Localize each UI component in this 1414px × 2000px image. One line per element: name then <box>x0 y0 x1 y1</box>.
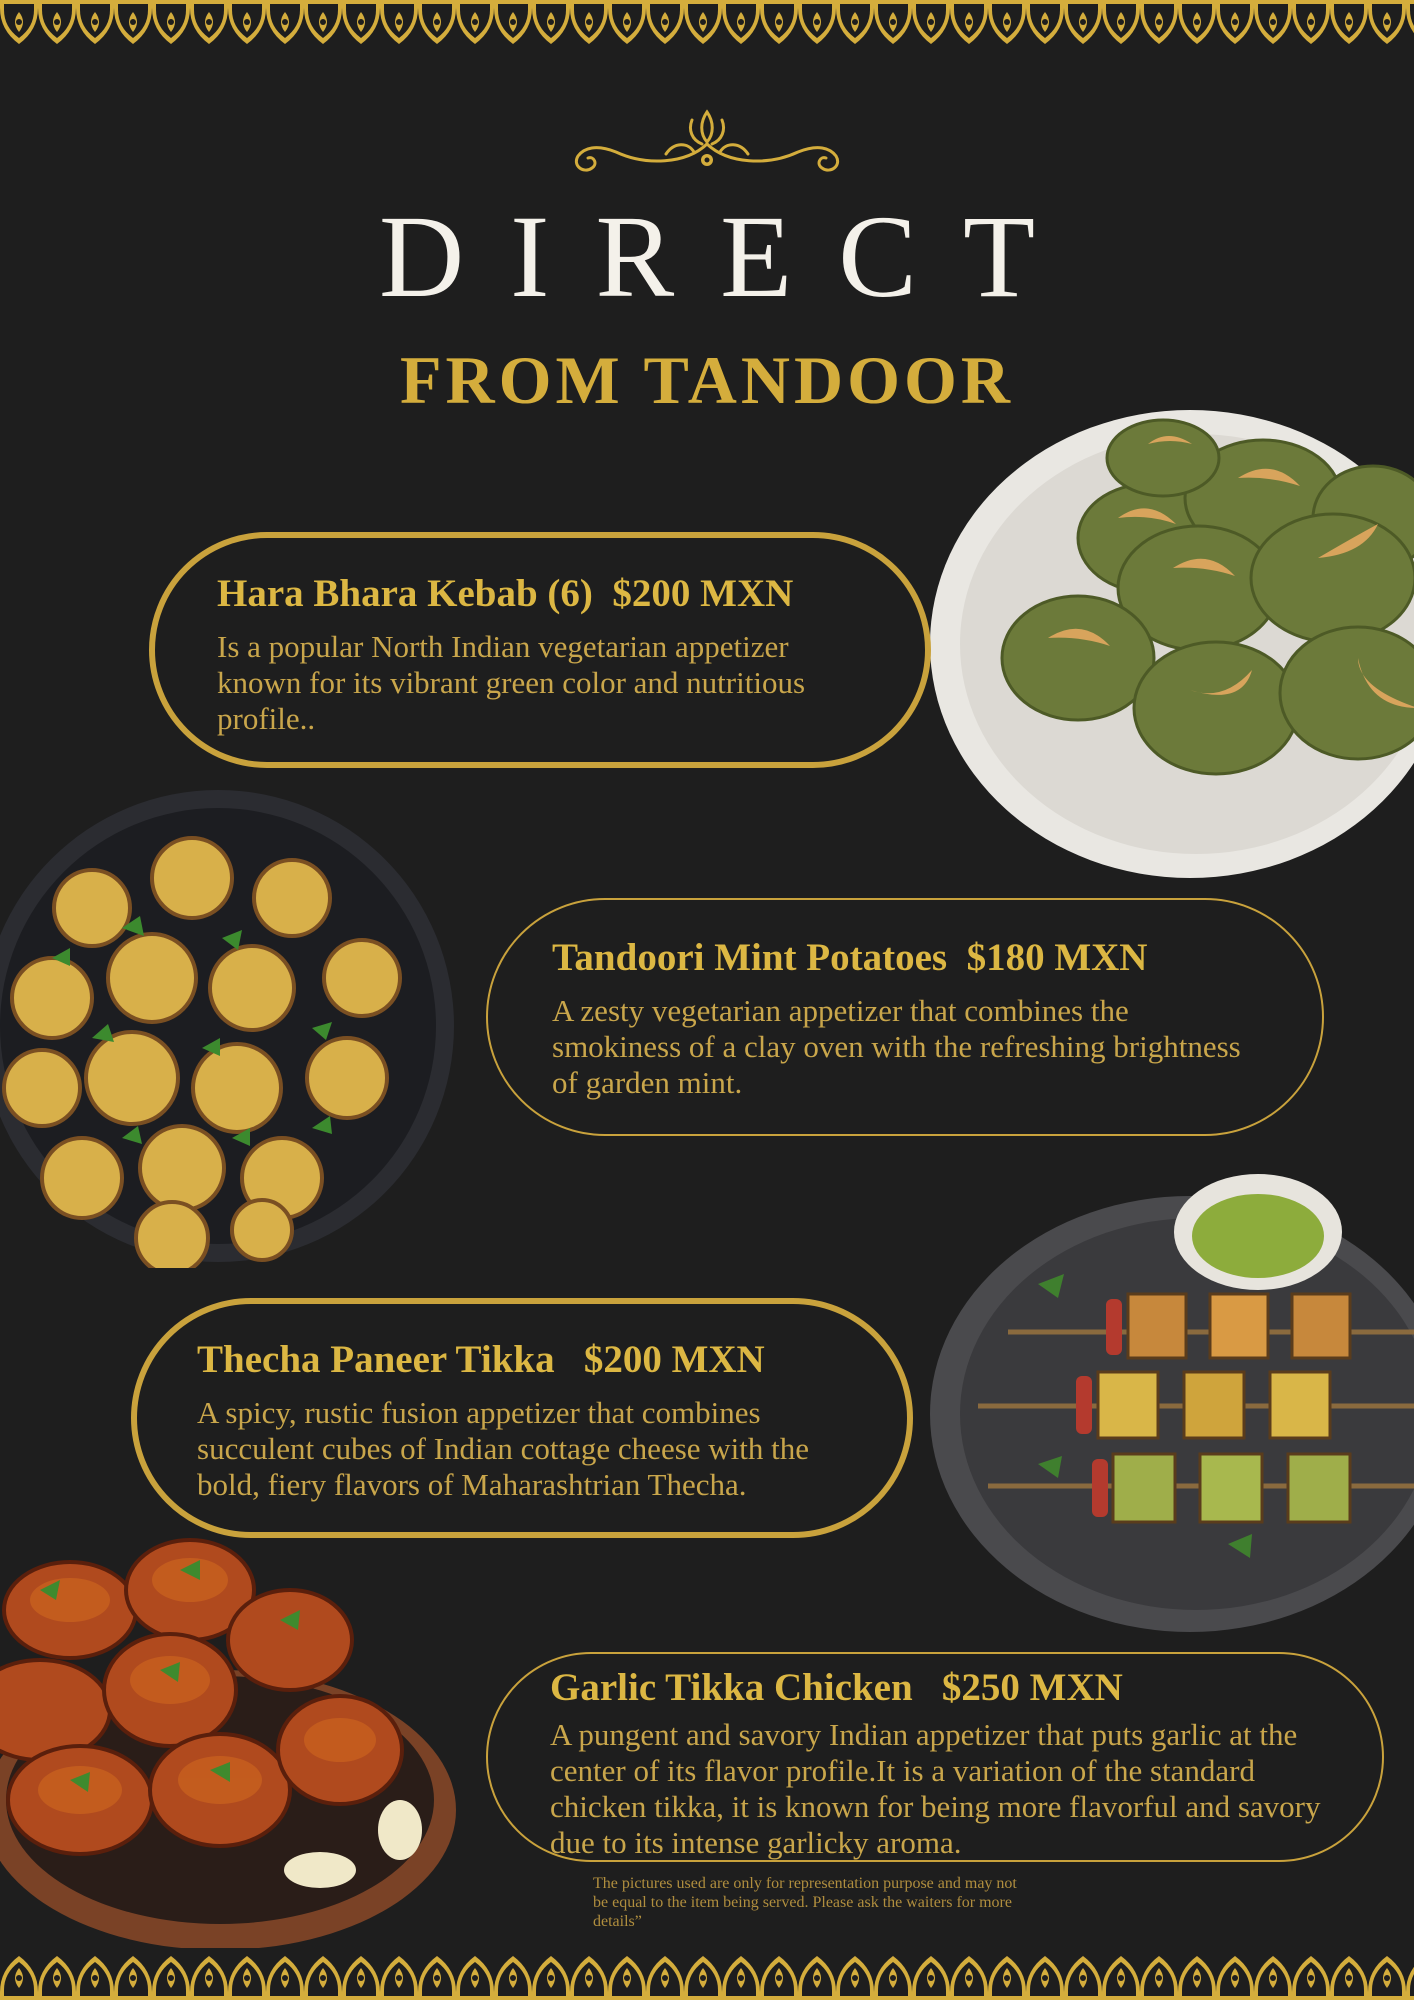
hara-bhara-kebab-image <box>928 408 1414 880</box>
item-description: A zesty vegetarian appetizer that combines the smokiness of a clay oven with the refreshing brightness of garden mint. <box>552 992 1241 1100</box>
filigree-ornament-icon <box>566 104 848 178</box>
item-name: Tandoori Mint Potatoes <box>552 936 948 979</box>
garlic-tikka-chicken-image <box>0 1530 476 1950</box>
item-price: $250 MXN <box>941 1666 1123 1709</box>
item-price: $200 MXN <box>612 572 794 615</box>
item-description: A spicy, rustic fusion appetizer that combines succulent cubes of Indian cottage cheese with the bold, fiery flavors of Maharashtrian Thecha. <box>197 1394 810 1502</box>
page-title: DIRECT <box>378 191 1082 322</box>
disclaimer-text: The pictures used are only for representation purpose and may not be equal to the item being served. Please ask the waiters for more details” <box>593 1875 1017 1931</box>
item-name: Thecha Paneer Tikka <box>197 1338 555 1381</box>
menu-item-thecha-paneer-tikka <box>131 1298 913 1538</box>
item-name: Hara Bhara Kebab (6) <box>217 572 593 615</box>
item-price: $200 MXN <box>583 1338 765 1381</box>
item-name: Garlic Tikka Chicken <box>550 1666 913 1709</box>
top-ornamental-border <box>0 0 1414 52</box>
page-subtitle: FROM TANDOOR <box>399 342 1014 418</box>
bottom-ornamental-border <box>0 1948 1414 2000</box>
menu-item-tandoori-mint-potatoes <box>486 898 1324 1136</box>
item-description: A pungent and savory Indian appetizer that puts garlic at the center of its flavor profile.It is a variation of the standard chicken tikka, it is known for being more flavorful and savory due to its intense garlicky aroma. <box>550 1716 1321 1860</box>
menu-item-garlic-tikka-chicken <box>486 1652 1384 1862</box>
item-description: Is a popular North Indian vegetarian appetizer known for its vibrant green color and nutritious profile.. <box>217 628 806 736</box>
item-price: $180 MXN <box>966 936 1148 979</box>
thecha-paneer-tikka-image <box>928 1164 1414 1636</box>
tandoori-mint-potatoes-image <box>0 778 466 1268</box>
menu-item-hara-bhara-kebab <box>149 532 931 768</box>
